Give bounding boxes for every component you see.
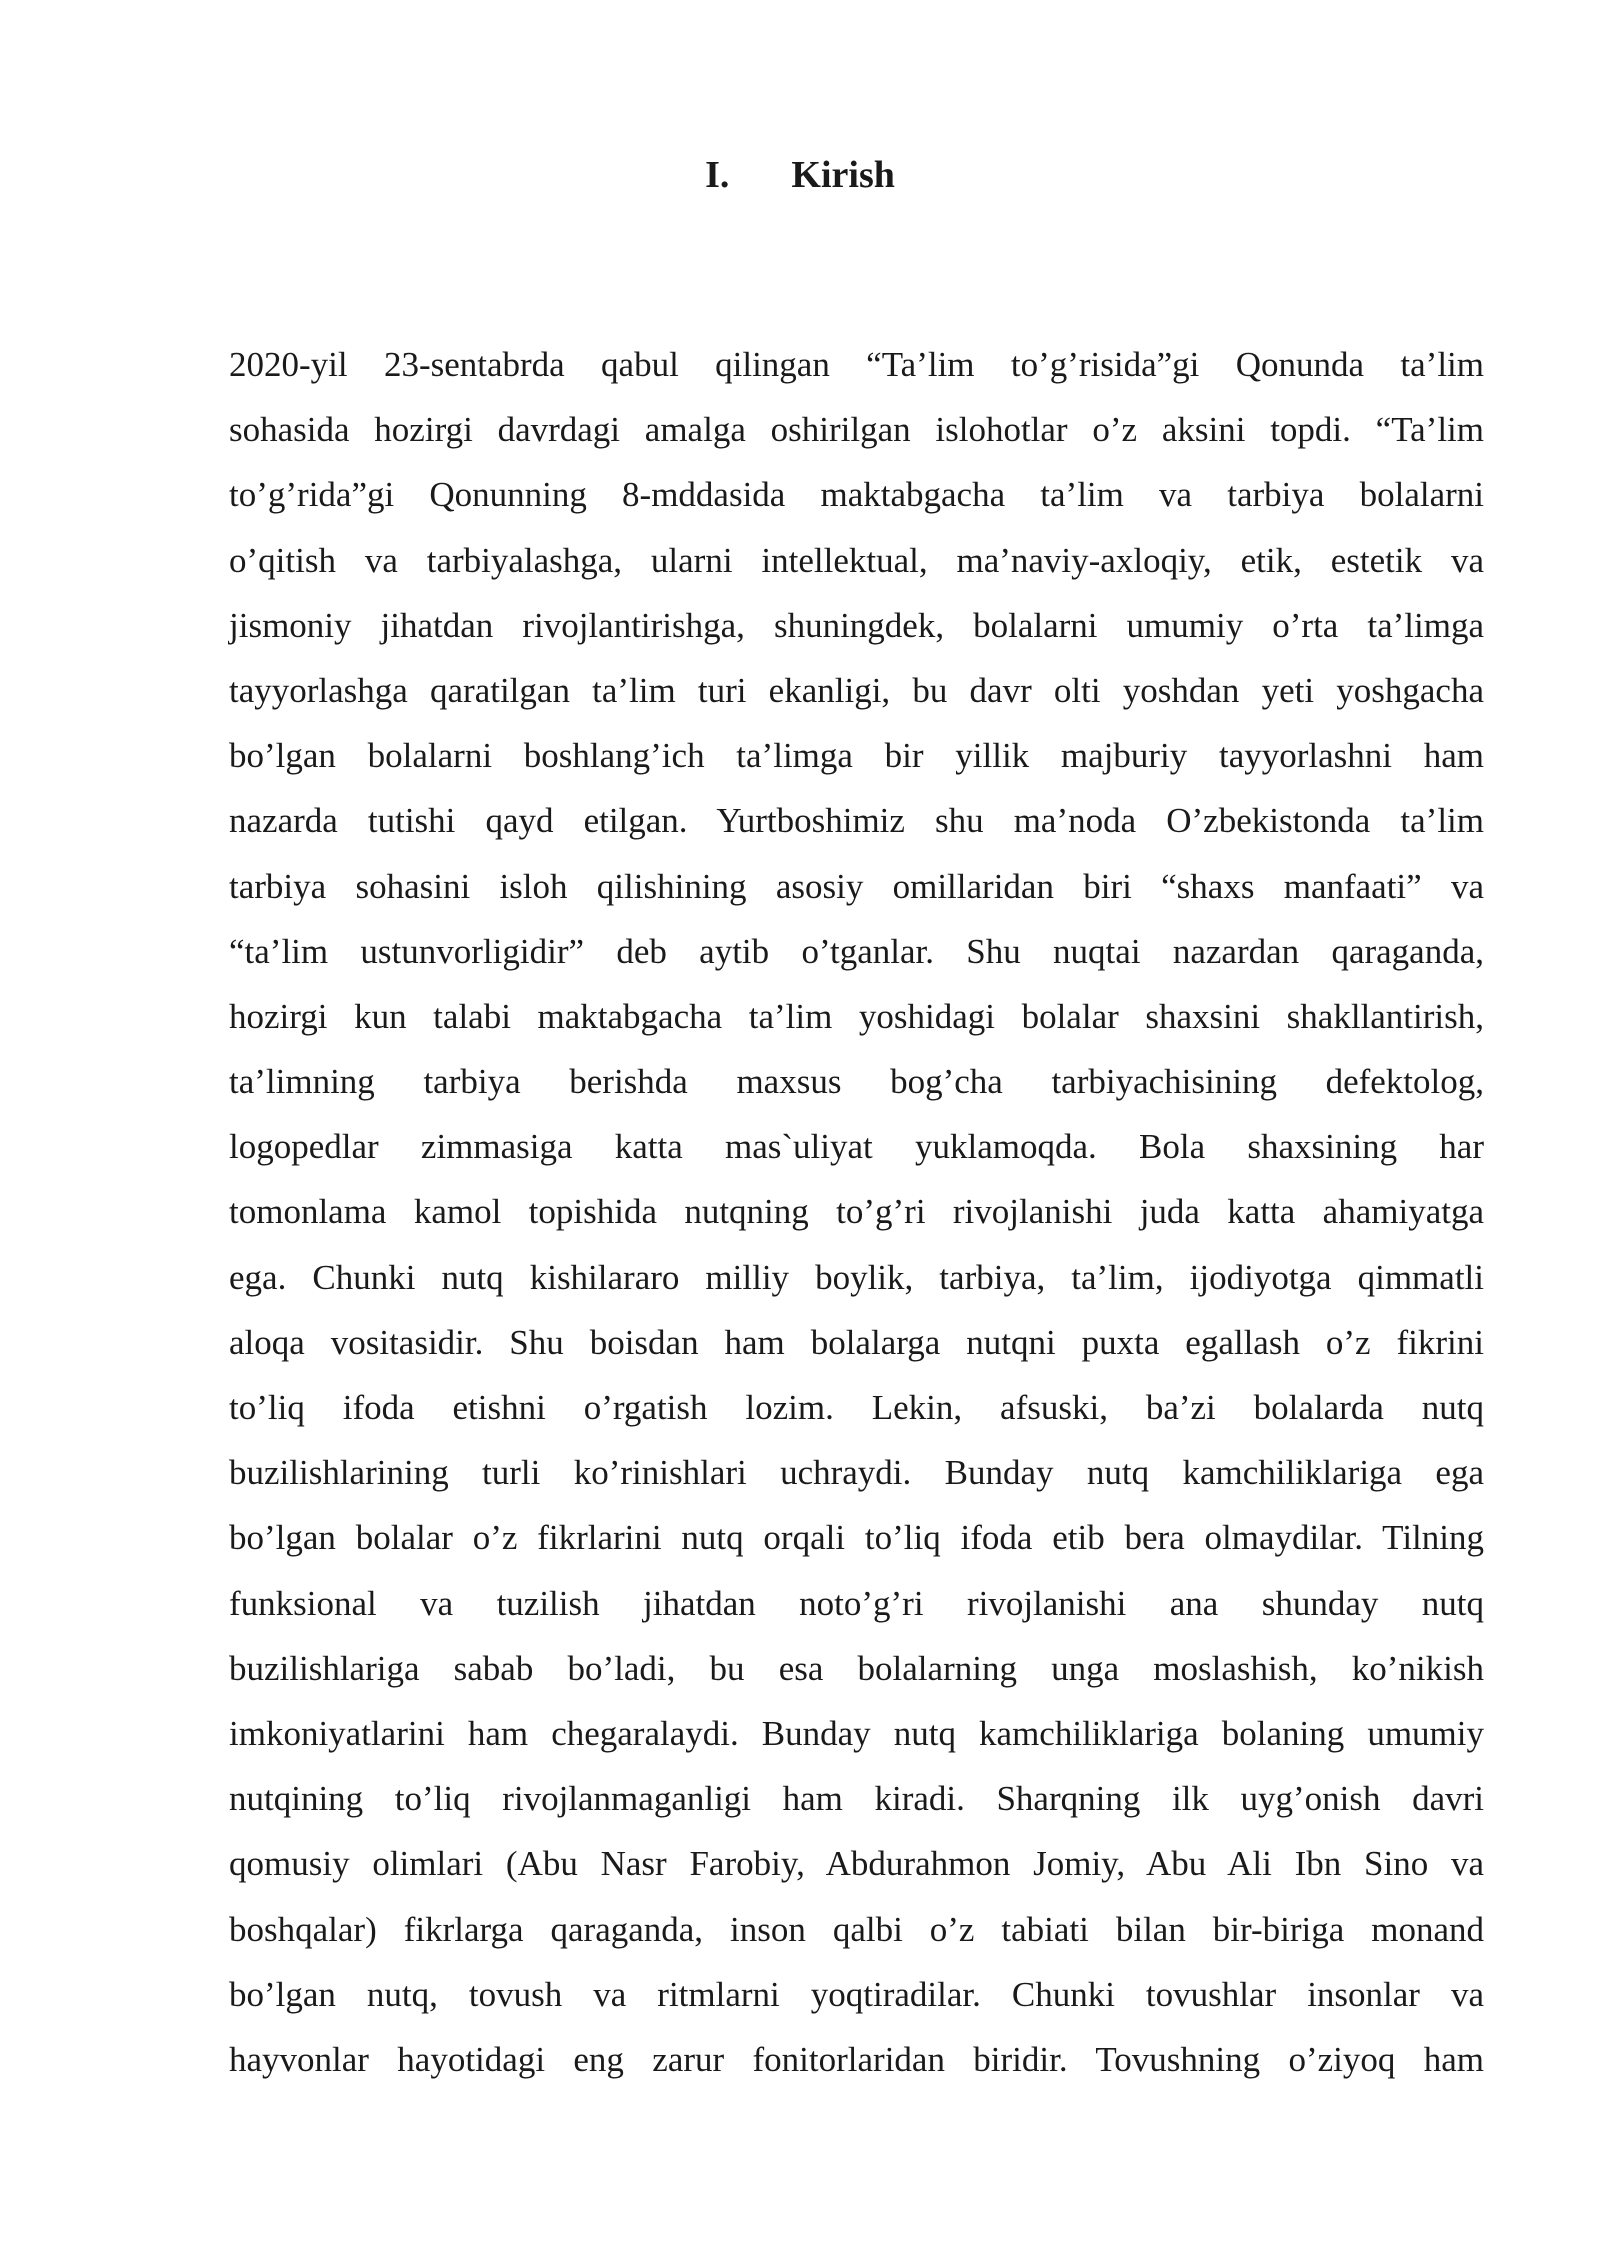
paragraph-line: qomusiy olimlari (Abu Nasr Farobiy, Abdurahmon Jomiy, Abu Ali Ibn Sino va (229, 1844, 1484, 1884)
paragraph-line: ega. Chunki nutq kishilararo milliy boylik, tarbiya, ta’lim, ijodiyotga qimmatli (229, 1257, 1484, 1297)
paragraph-line: boshqalar) fikrlarga qaraganda, inson qalbi o’z tabiati bilan bir-biriga monand (229, 1909, 1484, 1949)
paragraph-line: aloqa vositasidir. Shu boisdan ham bolalarga nutqni puxta egallash o’z fikrini (229, 1322, 1484, 1362)
paragraph-line: tarbiya sohasini isloh qilishining asosiy omillaridan biri “shaxs manfaati” va (229, 866, 1484, 906)
section-title: Kirish (791, 154, 895, 196)
paragraph-line: buzilishlarining turli ko’rinishlari uchraydi. Bunday nutq kamchiliklariga ega (229, 1453, 1484, 1493)
paragraph-line: funksional va tuzilish jihatdan noto’g’ri rivojlanishi ana shunday nutq (229, 1583, 1484, 1623)
paragraph-line: tomonlama kamol topishida nutqning to’g’ri rivojlanishi juda katta ahamiyatga (229, 1192, 1484, 1232)
section-number: I. (705, 154, 730, 196)
paragraph-line: jismoniy jihatdan rivojlantirishga, shuningdek, bolalarni umumiy o’rta ta’limga (229, 605, 1484, 645)
paragraph-line: sohasida hozirgi davrdagi amalga oshirilgan islohotlar o’z aksini topdi. “Ta’lim (229, 410, 1484, 450)
paragraph-line: buzilishlariga sabab bo’ladi, bu esa bolalarning unga moslashish, ko’nikish (229, 1648, 1484, 1688)
paragraph-line: to’g’rida”gi Qonunning 8-mddasida maktabgacha ta’lim va tarbiya bolalarni (229, 475, 1484, 515)
paragraph-line: tayyorlashga qaratilgan ta’lim turi ekanligi, bu davr olti yoshdan yeti yoshgacha (229, 670, 1484, 710)
body-paragraph (229, 332, 1484, 2092)
paragraph-line: ta’limning tarbiya berishda maxsus bog’cha tarbiyachisining defektolog, (229, 1062, 1484, 1102)
paragraph-line: nutqining to’liq rivojlanmaganligi ham kiradi. Sharqning ilk uyg’onish davri (229, 1779, 1484, 1819)
paragraph-line: 2020-yil 23-sentabrda qabul qilingan “Ta’lim to’g’risida”gi Qonunda ta’lim (229, 345, 1484, 384)
paragraph-line: nazarda tutishi qayd etilgan. Yurtboshimiz shu ma’noda O’zbekistonda ta’lim (229, 801, 1484, 841)
paragraph-line: o’qitish va tarbiyalashga, ularni intellektual, ma’naviy-axloqiy, etik, estetik va (229, 540, 1484, 580)
paragraph-line: “ta’lim ustunvorligidir” deb aytib o’tganlar. Shu nuqtai nazardan qaraganda, (229, 931, 1484, 971)
paragraph-line: to’liq ifoda etishni o’rgatish lozim. Lekin, afsuski, ba’zi bolalarda nutq (229, 1388, 1484, 1427)
paragraph-line: imkoniyatlarini ham chegaralaydi. Bunday nutq kamchiliklariga bolaning umumiy (229, 1713, 1484, 1753)
paragraph-line: bo’lgan bolalar o’z fikrlarini nutq orqali to’liq ifoda etib bera olmaydilar. Tilning (229, 1518, 1484, 1558)
paragraph-line: bo’lgan bolalarni boshlang’ich ta’limga bir yillik majburiy tayyorlashni ham (229, 736, 1484, 776)
paragraph-line: bo’lgan nutq, tovush va ritmlarni yoqtiradilar. Chunki tovushlar insonlar va (229, 1974, 1484, 2014)
paragraph-line: hozirgi kun talabi maktabgacha ta’lim yoshidagi bolalar shaxsini shakllantirish, (229, 996, 1484, 1036)
paragraph-line: hayvonlar hayotidagi eng zarur fonitorlaridan biridir. Tovushning o’ziyoq ham (229, 2039, 1484, 2079)
section-heading (0, 150, 1600, 200)
paragraph-line: logopedlar zimmasiga katta mas`uliyat yuklamoqda. Bola shaxsining har (229, 1127, 1484, 1167)
